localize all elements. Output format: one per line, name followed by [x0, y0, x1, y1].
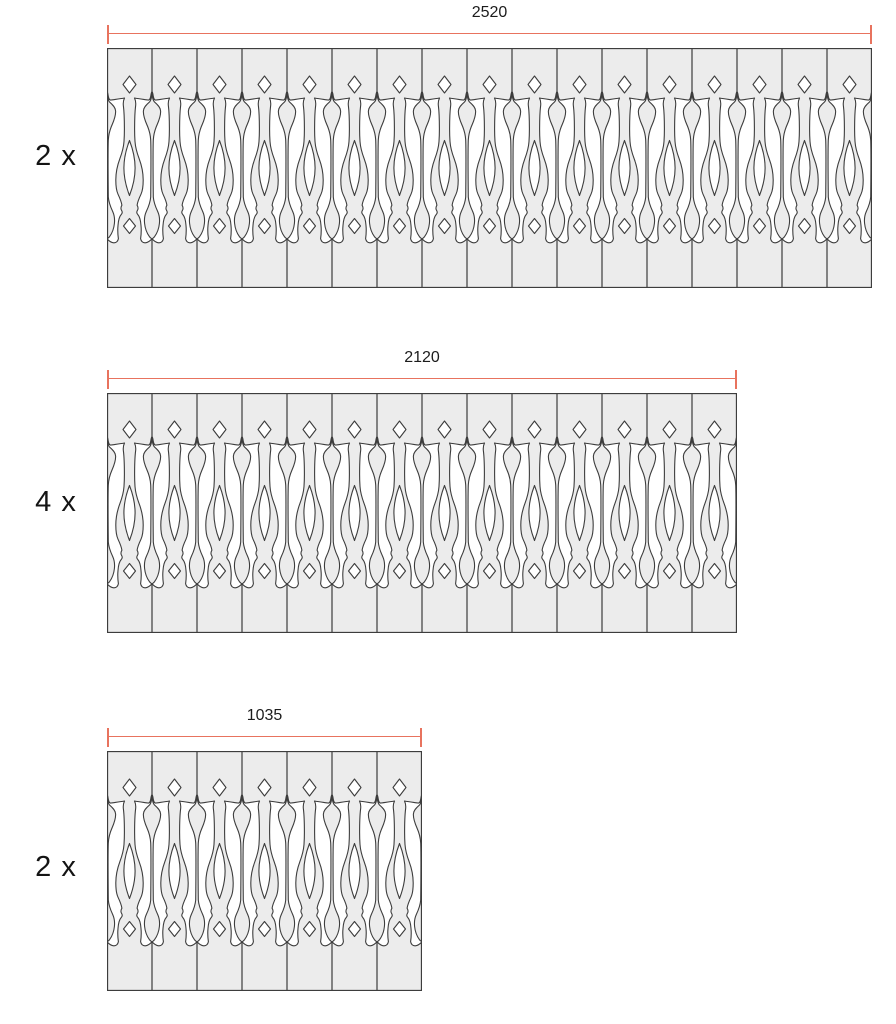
dimension-line [107, 378, 737, 379]
dimension-tick [420, 728, 422, 747]
dimension-tick [735, 370, 737, 389]
balustrade-panel-drawing [107, 751, 422, 996]
balustrade-panel [107, 48, 872, 288]
dimension-value: 1035 [246, 707, 283, 724]
dimension-line [107, 33, 872, 34]
balustrade-panel [107, 751, 422, 991]
balustrade-panel [107, 393, 737, 633]
quantity-label: 2 x [35, 140, 77, 172]
dimension-value: 2520 [471, 4, 508, 21]
balustrade-panel-drawing [107, 48, 872, 293]
dimension-tick [107, 25, 109, 44]
quantity-label: 4 x [35, 486, 77, 518]
dimension-tick [870, 25, 872, 44]
dimension-line [107, 736, 422, 737]
dimension-tick [107, 728, 109, 747]
dimension-value: 2120 [404, 349, 440, 366]
dimension-tick [107, 370, 109, 389]
quantity-label: 2 x [35, 851, 77, 883]
balustrade-panel-drawing [107, 393, 737, 638]
